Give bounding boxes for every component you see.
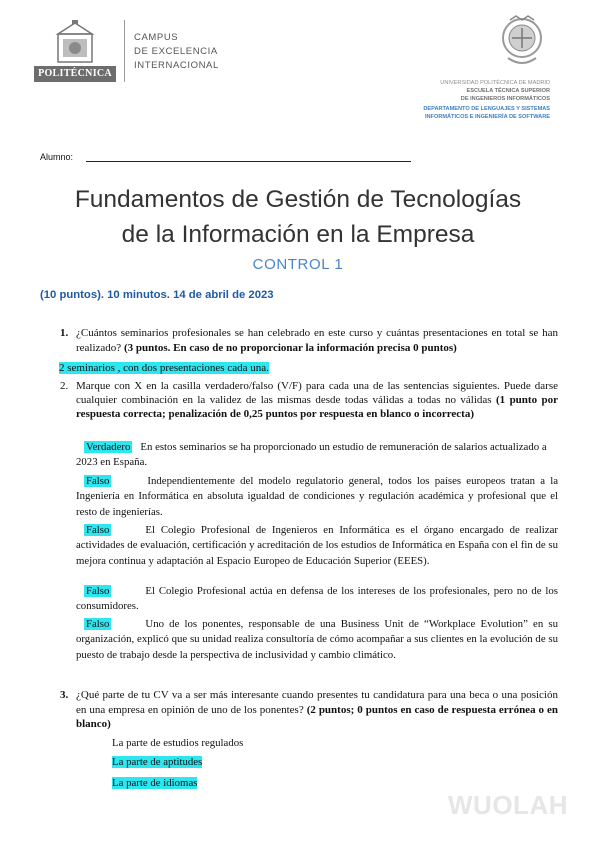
statement-text: El Colegio Profesional actúa en defensa de los intereses de los profesionales, pero no de los consumidores. bbox=[76, 585, 558, 613]
university-logo: POLITÉCNICA bbox=[34, 66, 116, 82]
answer-tag[interactable]: Falso bbox=[86, 618, 110, 630]
page-title: Fundamentos de Gestión de Tecnologías bbox=[74, 186, 522, 213]
option-item[interactable]: La parte de aptitudes bbox=[112, 756, 203, 768]
campus-line: CAMPUS bbox=[134, 32, 179, 43]
student-name-field[interactable] bbox=[86, 161, 411, 162]
statement-item bbox=[76, 474, 558, 520]
school-crest-icon bbox=[498, 14, 546, 72]
question-scoring: (3 puntos. En caso de no proporcionar la información precisa 0 puntos) bbox=[123, 341, 457, 354]
option-item[interactable]: La parte de idiomas bbox=[112, 777, 198, 789]
question-1 bbox=[76, 326, 558, 355]
exam-info: (10 puntos). 10 minutos. 14 de abril de 2023 bbox=[40, 289, 274, 301]
campus-line: DE EXCELENCIA bbox=[134, 46, 218, 57]
statement-text: El Colegio Profesional de Ingenieros en Informática es el órgano encargado de realizar actividades de evaluación, certificación y acreditación de los estudios de Informática en España con el fin de su mejora continua y adaptación al Espacio Europeo de Educación Superior (EEES). bbox=[76, 524, 558, 567]
question-number: 3. bbox=[60, 689, 69, 701]
question-3 bbox=[76, 688, 558, 732]
school-line: ESCUELA TÉCNICA SUPERIOR bbox=[466, 88, 550, 94]
school-line: DE INGENIEROS INFORMÁTICOS bbox=[460, 96, 550, 102]
question-number: 1. bbox=[60, 327, 69, 339]
upm-crest-icon bbox=[52, 20, 98, 64]
watermark-logo: WUOLAH bbox=[448, 790, 568, 820]
header-divider bbox=[124, 20, 125, 82]
page-title-line2: de la Información en la Empresa bbox=[121, 221, 475, 248]
question-scoring: (2 puntos; 0 puntos en caso de respuesta errónea o en blanco) bbox=[76, 703, 559, 730]
school-line: UNIVERSIDAD POLITÉCNICA DE MADRID bbox=[440, 80, 550, 86]
statement-item bbox=[76, 523, 558, 569]
answer-tag[interactable]: Falso bbox=[86, 475, 110, 487]
option-item[interactable]: La parte de estudios regulados bbox=[112, 737, 244, 749]
question-number: 2. bbox=[60, 380, 69, 392]
statement-text: En estos seminarios se ha proporcionado un estudio de remuneración de salarios actualizado a 2023 en España. bbox=[76, 441, 547, 469]
answer-tag[interactable]: Falso bbox=[86, 585, 110, 597]
answer-tag[interactable]: Verdadero bbox=[86, 441, 131, 453]
statement-item bbox=[76, 440, 558, 471]
school-line: DEPARTAMENTO DE LENGUAJES Y SISTEMAS bbox=[423, 106, 550, 112]
question-text: ¿Qué parte de tu CV va a ser más interesante cuando presentes tu candidatura para una beca o una posición en una empresa en opinión de uno de los ponentes? bbox=[76, 689, 558, 716]
statement-text: Independientemente del modelo regulatorio general, todos los países europeos tratan a la Ingeniería en Informática en absoluta igualdad de condiciones y regulación académica y profesional que el resto de ingenierías. bbox=[76, 475, 558, 518]
answer-1: 2 seminarios , con dos presentaciones cada una. bbox=[59, 362, 269, 374]
question-text: ¿Cuántos seminarios profesionales se han celebrado en este curso y cuántas presentaciones en total se han realizado? bbox=[76, 327, 558, 354]
question-scoring: (1 punto por respuesta correcta; penalización de 0,25 puntos por respuesta en blanco o incorrecta) bbox=[76, 394, 558, 420]
statement-text: Uno de los ponentes, responsable de una Business Unit de “Workplace Evolution” en su organización, explicó que su unidad realiza consultoría de cómo acompañar a sus clientes en la evolución de su puesto de trabajo desde la perspectiva de inclusividad y cambio climático. bbox=[76, 618, 558, 661]
page-subtitle: CONTROL 1 bbox=[252, 256, 344, 273]
student-label: Alumno: bbox=[40, 152, 74, 162]
answer-tag[interactable]: Falso bbox=[86, 524, 110, 536]
statement-item bbox=[76, 617, 558, 663]
statement-item bbox=[76, 584, 558, 615]
question-2 bbox=[76, 379, 558, 421]
question-text: Marque con X en la casilla verdadero/falso (V/F) para cada una de las sentencias siguientes. Puede darse cualquier combinación en la validez de las mismas desde todas válidas a todas no válidas bbox=[76, 380, 558, 406]
school-line: INFORMÁTICOS E INGENIERÍA DE SOFTWARE bbox=[424, 114, 550, 120]
campus-line: INTERNACIONAL bbox=[134, 60, 219, 71]
